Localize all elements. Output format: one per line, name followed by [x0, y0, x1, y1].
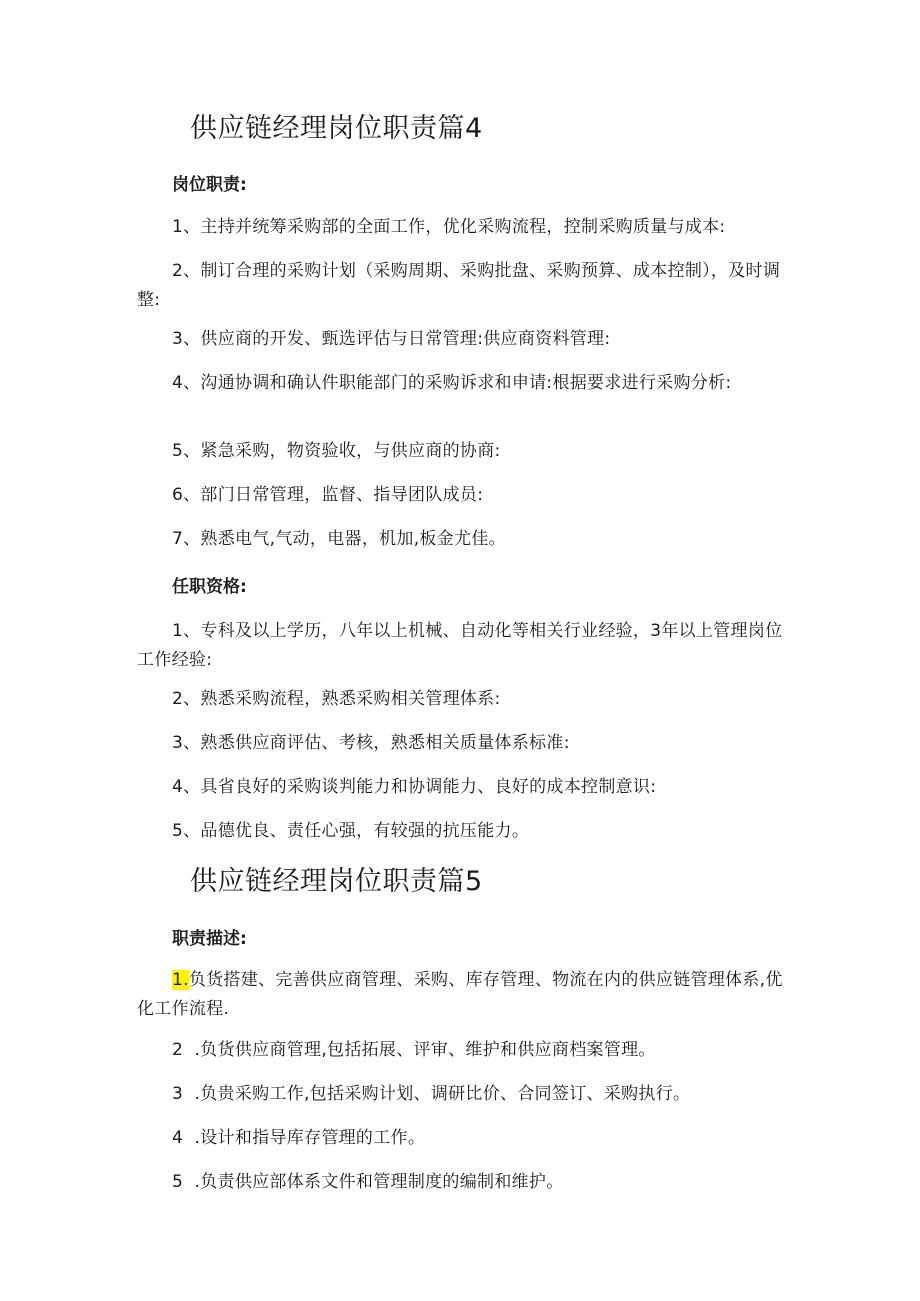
duties-heading: 岗位职责: [172, 175, 247, 195]
qualification-item-4: 4、具省良好的采购谈判能力和协调能力、良好的成本控制意识: [172, 777, 657, 797]
description-item-5: 5 .负责供应部体系文件和管理制度的编制和维护。 [172, 1172, 564, 1192]
section-4-title: 供应链经理岗位职责篇4 [190, 113, 483, 144]
description-item-1 [137, 966, 787, 1024]
description-item-3: 3 .负贵采购工作,包括采购计划、调研比价、合同签订、采购执行。 [172, 1084, 691, 1104]
description-item-2: 2 .负货供应商管理,包括拓展、评审、维护和供应商档案管理。 [172, 1040, 656, 1060]
description-item-1-text: 负货搭建、完善供应商管理、采购、库存管理、物流在内的供应链管理体系,优化工作流程. [137, 970, 783, 1019]
description-item-4: 4 .设计和指导库存管理的工作。 [172, 1128, 426, 1148]
qualification-item-1: 1、专科及以上学历，八年以上机械、自动化等相关行业经验，3年以上管理岗位工作经验: [137, 621, 783, 670]
qualification-item-5: 5、品德优良、责任心强，有较强的抗压能力。 [172, 821, 530, 841]
duty-item-2: 2、制订合理的采购计划（采购周期、采购批盘、采购预算、成本控制），及时调整: [137, 261, 781, 310]
duty-item-5: 5、紧急采购，物资验收，与供应商的协商: [172, 441, 501, 461]
section-5-title: 供应链经理岗位职责篇5 [190, 866, 483, 897]
highlighted-item-number: 1. [172, 970, 189, 990]
duty-item-3: 3、供应商的开发、甄选评估与日常管理:供应商资料管理: [172, 329, 611, 349]
qualifications-heading: 任职资格: [172, 577, 247, 597]
qualification-item-2: 2、熟悉采购流程，熟悉采购相关管理体系: [172, 689, 501, 709]
description-heading: 职责描述: [172, 929, 247, 949]
duty-item-6: 6、部门日常管理，监督、指导团队成员: [172, 485, 484, 505]
duty-item-1: 1、主持并统筹采购部的全面工作，优化采购流程，控制采购质量与成本: [172, 217, 726, 237]
duty-item-4: 4、沟通协调和确认件职能部门的采购诉求和申请:根据要求进行采购分析: [172, 373, 732, 393]
qualification-item-3: 3、熟悉供应商评估、考核，熟悉相关质量体系标准: [172, 733, 570, 753]
duty-item-7: 7、熟悉电气,气动，电器，机加,板金尤佳。 [172, 529, 506, 549]
